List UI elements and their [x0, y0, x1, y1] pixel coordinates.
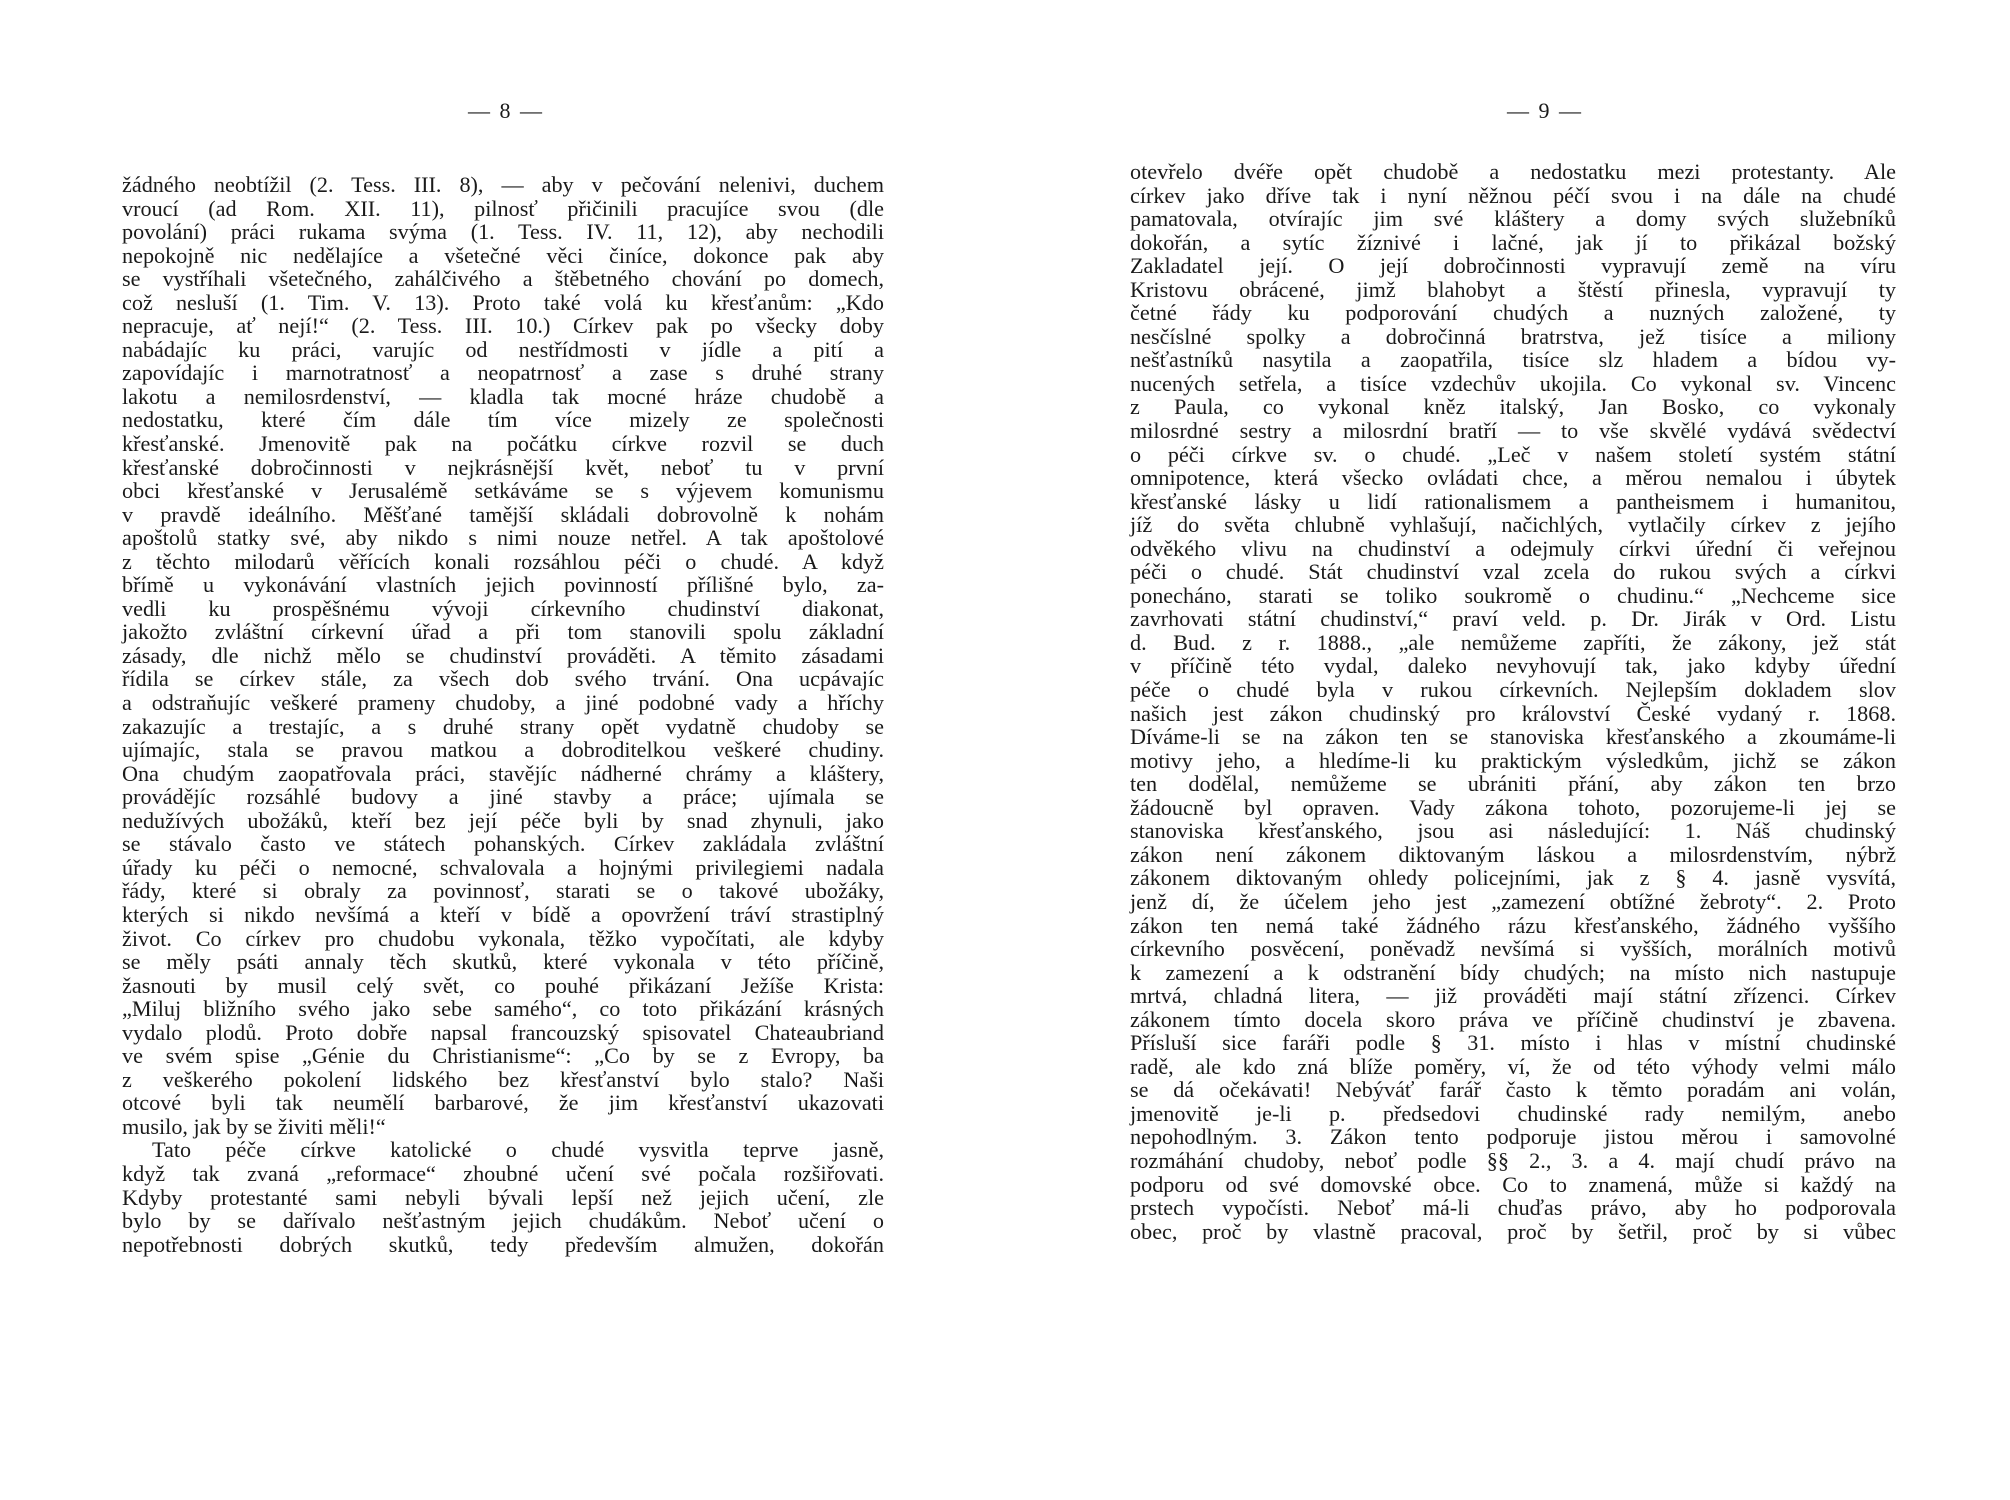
text-line: d. Bud. z r. 1888., „ale nemůžeme zapříti, že zákony, jež stát [1130, 629, 1896, 655]
text-line: prstech vypočísti. Neboť má-li chuďas právo, aby ho podporovala [1130, 1195, 1896, 1221]
text-line: nepohodlným. 3. Zákon tento podporuje jistou měrou i samovolné [1130, 1124, 1896, 1150]
text-line: milosrdné sestry a milosrdní bratří — to vše skvělé vydává svědectví [1130, 418, 1896, 444]
text-line: se měly psáti annaly těch skutků, které vykonala v této příčině, [122, 949, 884, 975]
text-line: z veškerého pokolení lidského bez křesťanství bylo stalo? Naši [122, 1066, 884, 1092]
text-line: našich jest zákon chudinský pro království České vydaný r. 1868. [1130, 700, 1896, 726]
body-text [122, 173, 884, 1256]
text-line: vroucí (ad Rom. XII. 11), pilnosť přičinili pracujíce svou (dle [122, 195, 884, 221]
text-line: žasnouti by musil celý svět, co pouhé přikázaní Ježíše Krista: [122, 972, 884, 998]
text-line: omnipotence, která všecko ovládati chce, a měrou nemalou i úbytek [1130, 465, 1896, 491]
text-line: provádějíc rozsáhlé budovy a jiné stavby a práce; ujímala se [122, 784, 884, 810]
text-line: zákon není zákonem diktovaným láskou a milosrdenstvím, nýbrž [1130, 841, 1896, 867]
text-line: ujímajíc, stala se pravou matkou a dobroditelkou veškeré chudiny. [122, 737, 884, 763]
text-line: křesťanské lásky u lidí rationalismem a pantheismem i humanitou, [1130, 488, 1896, 514]
page-number: — 8 — [468, 98, 544, 123]
text-line: jmenovitě je-li p. předsedovi chudinské rady nemilým, anebo [1130, 1100, 1896, 1126]
text-line: bylo by se dařívalo nešťastným jejich chudákům. Neboť učení o [122, 1208, 884, 1234]
text-line: břímě u vykonávání vlastních jejich povinností přílišné bylo, za- [122, 572, 884, 598]
text-line: nepracuje, ať nejí!“ (2. Tess. III. 10.) Církev pak po všecky doby [122, 313, 884, 339]
text-line: rozmáhání chudoby, neboť podle §§ 2., 3. a 4. mají chudí právo na [1130, 1147, 1896, 1173]
text-line: Díváme-li se na zákon ten se stanoviska křesťanského a zkoumáme-li [1130, 724, 1896, 750]
text-line: nedostatku, které čím dále tím více mizely ze společnosti [122, 407, 884, 433]
text-line: nesčíslné spolky a dobročinná bratrstva, jež tisíce a miliony [1130, 323, 1896, 349]
text-line: žádného neobtížil (2. Tess. III. 8), — aby v pečování nelenivi, duchem [122, 172, 884, 197]
text-line: o péči církve sv. o chudé. „Leč v našem století systém státní [1130, 441, 1896, 467]
text-line: Přísluší sice faráři podle § 31. místo i hlas v místní chudinské [1130, 1030, 1896, 1056]
text-line: lakotu a nemilosrdenství, — kladla tak mocné hráze chudobě a [122, 383, 884, 409]
text-line: odvěkého vlivu na chudinství a odejmuly církvi úřední či veřejnou [1130, 535, 1896, 561]
text-line: když tak zvaná „reformace“ zhoubné učení své počala rozšiřovati. [122, 1160, 884, 1186]
text-line: řídila se církev stále, za všech dob svého trvání. Ona ucpávajíc [122, 666, 884, 692]
text-line: se dá očekávati! Nebýváť farář často k těmto poradám ani volán, [1130, 1077, 1896, 1103]
text-line: se stávalo často ve státech pohanských. Církev zakládala zvláštní [122, 831, 884, 857]
page-number: — 9 — [1507, 98, 1583, 123]
text-line: ten dodělal, nemůžeme se ubrániti přání, aby zákon ten brzo [1130, 771, 1896, 797]
text-line: nepotřebnosti dobrých skutků, tedy především almužen, dokořán [122, 1231, 884, 1257]
text-line: nedužívých ubožáků, kteří bez její péče byli by snad zhynuli, jako [122, 807, 884, 833]
text-line: Kristovu obrácené, jimž blahobyt a štěstí přinesla, vypravují ty [1130, 276, 1896, 302]
text-line: obci křesťanské v Jerusalémě setkáváme se s výjevem komunismu [122, 478, 884, 504]
text-line: stanoviska křesťanského, jsou asi následující: 1. Náš chudinský [1130, 818, 1896, 844]
text-line: ponecháno, starati se toliko soukromě o chudinu.“ „Nechceme sice [1130, 582, 1896, 608]
text-line: zákonem diktovaným ohledy policejními, jak z § 4. jasně vysvítá, [1130, 865, 1896, 891]
text-line: řády, které si obraly za povinnosť, starati se o takové ubožáky, [122, 878, 884, 904]
text-line: Tato péče církve katolické o chudé vysvitla teprve jasně, [152, 1137, 884, 1163]
body-text [1130, 160, 1896, 1243]
text-line: pamatovala, otvírajíc jim své kláštery a domy svých služebníků [1130, 206, 1896, 232]
text-line: Ona chudým zaopatřovala práci, stavějíc nádherné chrámy a kláštery, [122, 760, 884, 786]
text-line: a odstraňujíc veškeré prameny chudoby, a jiné podobné vady a hříchy [122, 690, 884, 716]
text-line: Kdyby protestanté sami nebyli bývali lepší než jejich učení, zle [122, 1184, 884, 1210]
text-line: dokořán, a sytíc žíznivé i lačné, jak jí to přikázal božský [1130, 229, 1896, 255]
text-line: vydalo plodů. Proto dobře napsal francouzský spisovatel Chateaubriand [122, 1019, 884, 1045]
text-line: zákon ten nemá také žádného rázu křesťanského, žádného vyššího [1130, 912, 1896, 938]
text-line: úřady ku péči o nemocné, schvalovala a hojnými privilegiemi nadala [122, 854, 884, 880]
text-line: což nesluší (1. Tim. V. 13). Proto také volá ku křesťanům: „Kdo [122, 289, 884, 315]
text-line: péče o chudé byla v rukou církevních. Nejlepším dokladem slov [1130, 677, 1896, 703]
text-line: jíž do světa chlubně vyhlašují, načichlých, vytlačily církev z jejího [1130, 512, 1896, 538]
text-line: život. Co církev pro chudobu vykonala, těžko vypočítati, ale kdyby [122, 925, 884, 951]
text-line: „Miluj bližního svého jako sebe samého“, co toto přikázání krásných [122, 996, 884, 1022]
right-page [1005, 0, 2010, 1500]
text-line: otevřelo dvéře opět chudobě a nedostatku mezi protestanty. Ale [1130, 159, 1896, 184]
text-line: v pravdě ideálního. Měšťané tamější skládali dobrovolně k nohám [122, 501, 884, 527]
text-line: zakazujíc a trestajíc, a s druhé strany opět vydatně chudoby se [122, 713, 884, 739]
text-line: nucených setřela, a tisíce vzdechův ukojila. Co vykonal sv. Vincenc [1130, 370, 1896, 396]
text-line: mrtvá, chladná litera, — již prováděti mají státní zřízenci. Církev [1130, 983, 1896, 1009]
text-line: radě, ale kdo zná blíže poměry, ví, že od této výhody velmi málo [1130, 1053, 1896, 1079]
text-line: k zamezení a k odstranění bídy chudých; na místo nich nastupuje [1130, 959, 1896, 985]
text-line: křesťanské dobročinnosti v nejkrásnější květ, neboť tu v první [122, 454, 884, 480]
text-line: péči o chudé. Stát chudinství vzal zcela do rukou svých a církvi [1130, 559, 1896, 585]
text-line: povolání) práci rukama svýma (1. Tess. IV. 11, 12), aby nechodili [122, 219, 884, 245]
text-line: četné řády ku podporování chudých a nuzných založené, ty [1130, 300, 1896, 326]
text-line: ve svém spise „Génie du Christianisme“: „Co by se z Evropy, ba [122, 1043, 884, 1069]
text-line: jakožto zvláštní církevní úřad a při tom stanovili spolu základní [122, 619, 884, 645]
text-line: podporu od své domovské obce. Co to znamená, může si každý na [1130, 1171, 1896, 1197]
text-line: zákonem tímto docela skoro práva ve příčině chudinství je zbavena. [1130, 1006, 1896, 1032]
text-line: nešťastníků nasytila a zaopatřila, tisíce slz hladem a bídou vy- [1130, 347, 1896, 373]
text-line: apoštolů statky své, aby nikdo s nimi nouze netřel. A tak apoštolové [122, 525, 884, 551]
text-line: církev jako dříve tak i nyní něžnou péčí svou i na dále na chudé [1130, 182, 1896, 208]
text-line: jenž dí, že účelem jeho jest „zamezení obtížné žebroty“. 2. Proto [1130, 888, 1896, 914]
text-line: z Paula, co vykonal kněz italský, Jan Bosko, co vykonaly [1130, 394, 1896, 420]
text-line: z těchto milodarů věřících konali rozsáhlou péči o chudé. A když [122, 548, 884, 574]
text-line: se vystříhali všetečného, zahálčivého a štěbetného chování po domech, [122, 266, 884, 292]
text-line: zapovídajíc i marnotratnosť a neopatrnosť a zase s druhé strany [122, 360, 884, 386]
text-line: otcové byli tak neumělí barbarové, že jim křesťanství ukazovati [122, 1090, 884, 1116]
text-line: musilo, jak by se živiti měli!“ [122, 1113, 386, 1139]
text-line: žádoucně byl opraven. Vady zákona tohoto, pozorujeme-li jej se [1130, 794, 1896, 820]
text-line: křesťanské. Jmenovitě pak na počátku církve rozvil se duch [122, 431, 884, 457]
text-line: zavrhovati státní chudinství,“ praví veld. p. Dr. Jirák v Ord. Listu [1130, 606, 1896, 632]
text-line: v příčině této vydal, daleko nevyhovují tak, jako kdyby úřední [1130, 653, 1896, 679]
text-line: obec, proč by vlastně pracoval, proč by šetřil, proč by si vůbec [1130, 1218, 1896, 1244]
text-line: kterých si nikdo nevšímá a kteří v bídě a opovržení tráví strastiplný [122, 901, 884, 927]
text-line: církevního posvěcení, poněvadž nevšímá si vyšších, morálních motivů [1130, 936, 1896, 962]
text-line: Zakladatel její. O její dobročinnosti vypravují země na víru [1130, 253, 1896, 279]
text-line: zásady, dle nichž mělo se chudinství prováděti. A těmito zásadami [122, 642, 884, 668]
text-line: vedli ku prospěšnému vývoji církevního chudinství diakonat, [122, 595, 884, 621]
text-line: motivy jeho, a hledíme-li ku praktickým výsledkům, jichž se zákon [1130, 747, 1896, 773]
text-line: nabádajíc ku práci, varujíc od nestřídmosti v jídle a pití a [122, 336, 884, 362]
text-line: nepokojně nic nedělajíce a všetečné věci činíce, dokonce pak aby [122, 242, 884, 268]
